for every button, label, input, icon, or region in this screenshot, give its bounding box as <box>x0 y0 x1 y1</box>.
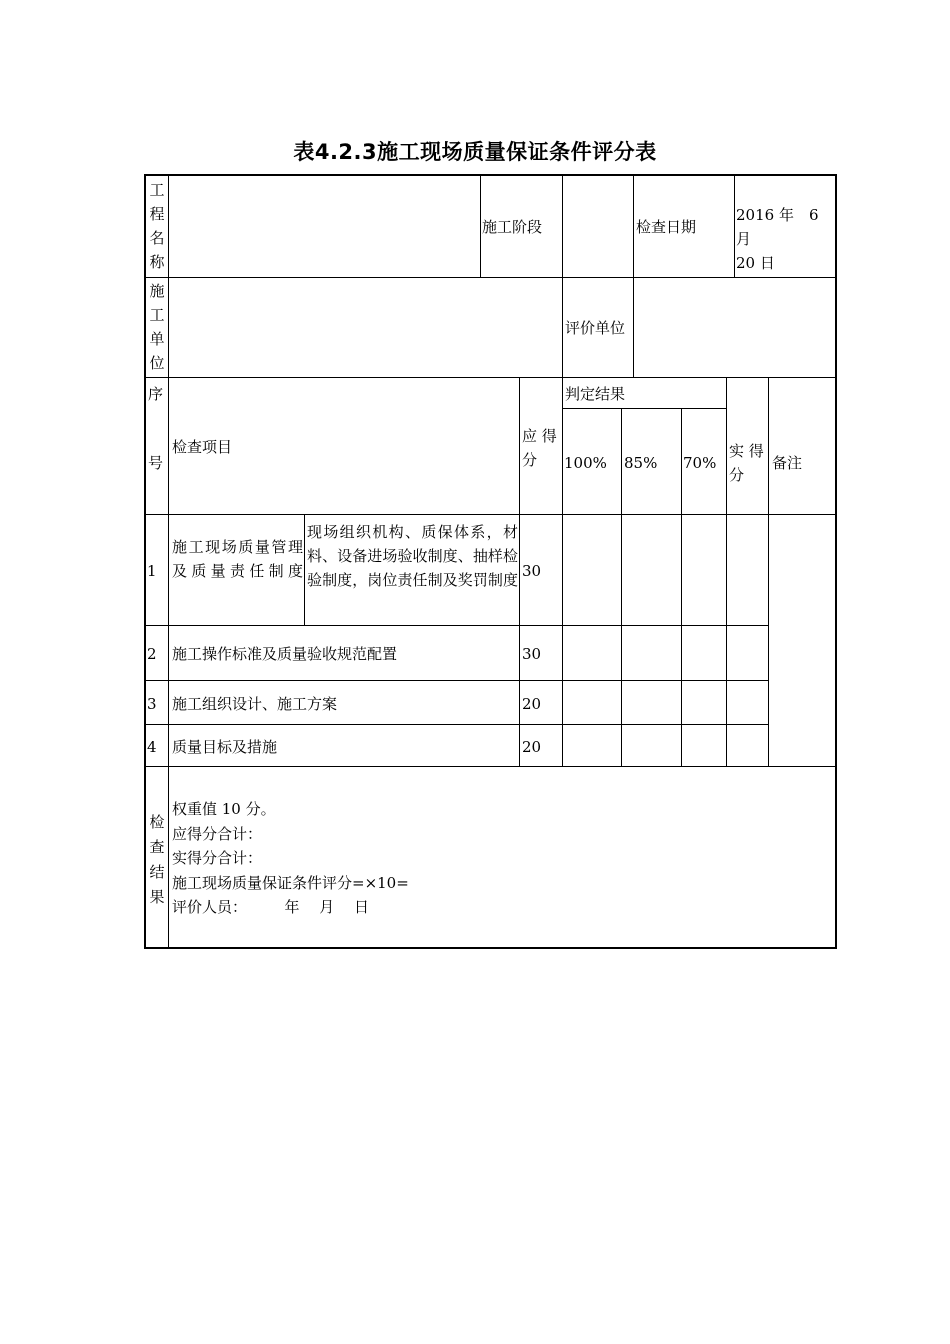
row-4-item: 质量目标及措施 <box>172 738 278 756</box>
col-divider <box>562 176 563 377</box>
row-3-item: 施工组织设计、施工方案 <box>172 695 338 713</box>
row-2-score: 30 <box>522 645 542 663</box>
remarks-header: 备注 <box>772 454 803 472</box>
col-divider <box>621 408 622 766</box>
result-due-total: 应得分合计： <box>172 824 263 843</box>
pct-85-header: 85% <box>624 454 658 472</box>
pct-70-header: 70% <box>683 454 717 472</box>
row-divider <box>146 680 769 681</box>
result-evaluator: 评价人员： 年 月 日 <box>172 898 370 916</box>
col-divider <box>480 176 481 277</box>
col-divider <box>681 408 682 766</box>
seq-header-bottom: 号 <box>148 454 164 472</box>
row-divider <box>146 766 835 767</box>
col-divider <box>519 377 520 766</box>
stage-label: 施工阶段 <box>482 218 543 236</box>
row-divider <box>146 277 835 278</box>
construction-unit-label: 施 工 单 位 <box>149 282 165 372</box>
row-2-no: 2 <box>147 645 157 663</box>
row-divider <box>146 514 835 515</box>
col-divider <box>168 176 169 947</box>
row-divider <box>146 377 835 378</box>
col-divider <box>562 377 563 766</box>
result-lines <box>172 797 672 920</box>
col-divider <box>768 377 769 766</box>
pct-100-header: 100% <box>564 454 607 472</box>
project-name-label: 工 程 名 称 <box>149 181 165 271</box>
row-divider <box>146 625 769 626</box>
row-4-score: 20 <box>522 738 542 756</box>
row-1-item: 施工现场质量管理及质量责任制度 <box>172 538 303 580</box>
seq-header-top: 序 <box>148 385 164 403</box>
item-header: 检查项目 <box>172 438 233 456</box>
judgement-header: 判定结果 <box>565 385 626 403</box>
col-divider <box>633 176 634 277</box>
eval-unit-label: 评价单位 <box>565 319 626 337</box>
col-divider <box>726 377 727 766</box>
row-1-no: 1 <box>147 562 157 580</box>
row-3-no: 3 <box>147 695 157 713</box>
result-actual-total: 实得分合计： <box>172 849 263 867</box>
row-divider <box>146 724 769 725</box>
row-2-item: 施工操作标准及质量验收规范配置 <box>172 645 398 663</box>
check-date-value: 2016 年 6 月 20 日 <box>736 206 819 272</box>
col-divider <box>734 176 735 277</box>
row-4-no: 4 <box>147 738 157 756</box>
row-3-score: 20 <box>522 695 542 713</box>
check-date-label: 检查日期 <box>636 218 697 236</box>
actual-score-header: 实 得 分 <box>729 442 764 484</box>
score-table <box>144 174 837 949</box>
row-divider <box>562 408 726 409</box>
row-1-sub: 现场组织机构、质保体系，材料、设备进场验收制度、抽样检验制度，岗位责任制及奖罚制度 <box>307 523 518 589</box>
due-score-header: 应 得 分 <box>522 427 557 469</box>
col-divider <box>304 514 305 625</box>
page-title: 表4.2.3施工现场质量保证条件评分表 <box>293 140 657 164</box>
row-1-score: 30 <box>522 562 542 580</box>
col-divider <box>633 277 634 377</box>
result-label: 检 查 结 果 <box>149 813 165 906</box>
result-formula: 施工现场质量保证条件评分=×10= <box>172 873 409 892</box>
result-weight: 权重值 10 分。 <box>172 800 276 818</box>
